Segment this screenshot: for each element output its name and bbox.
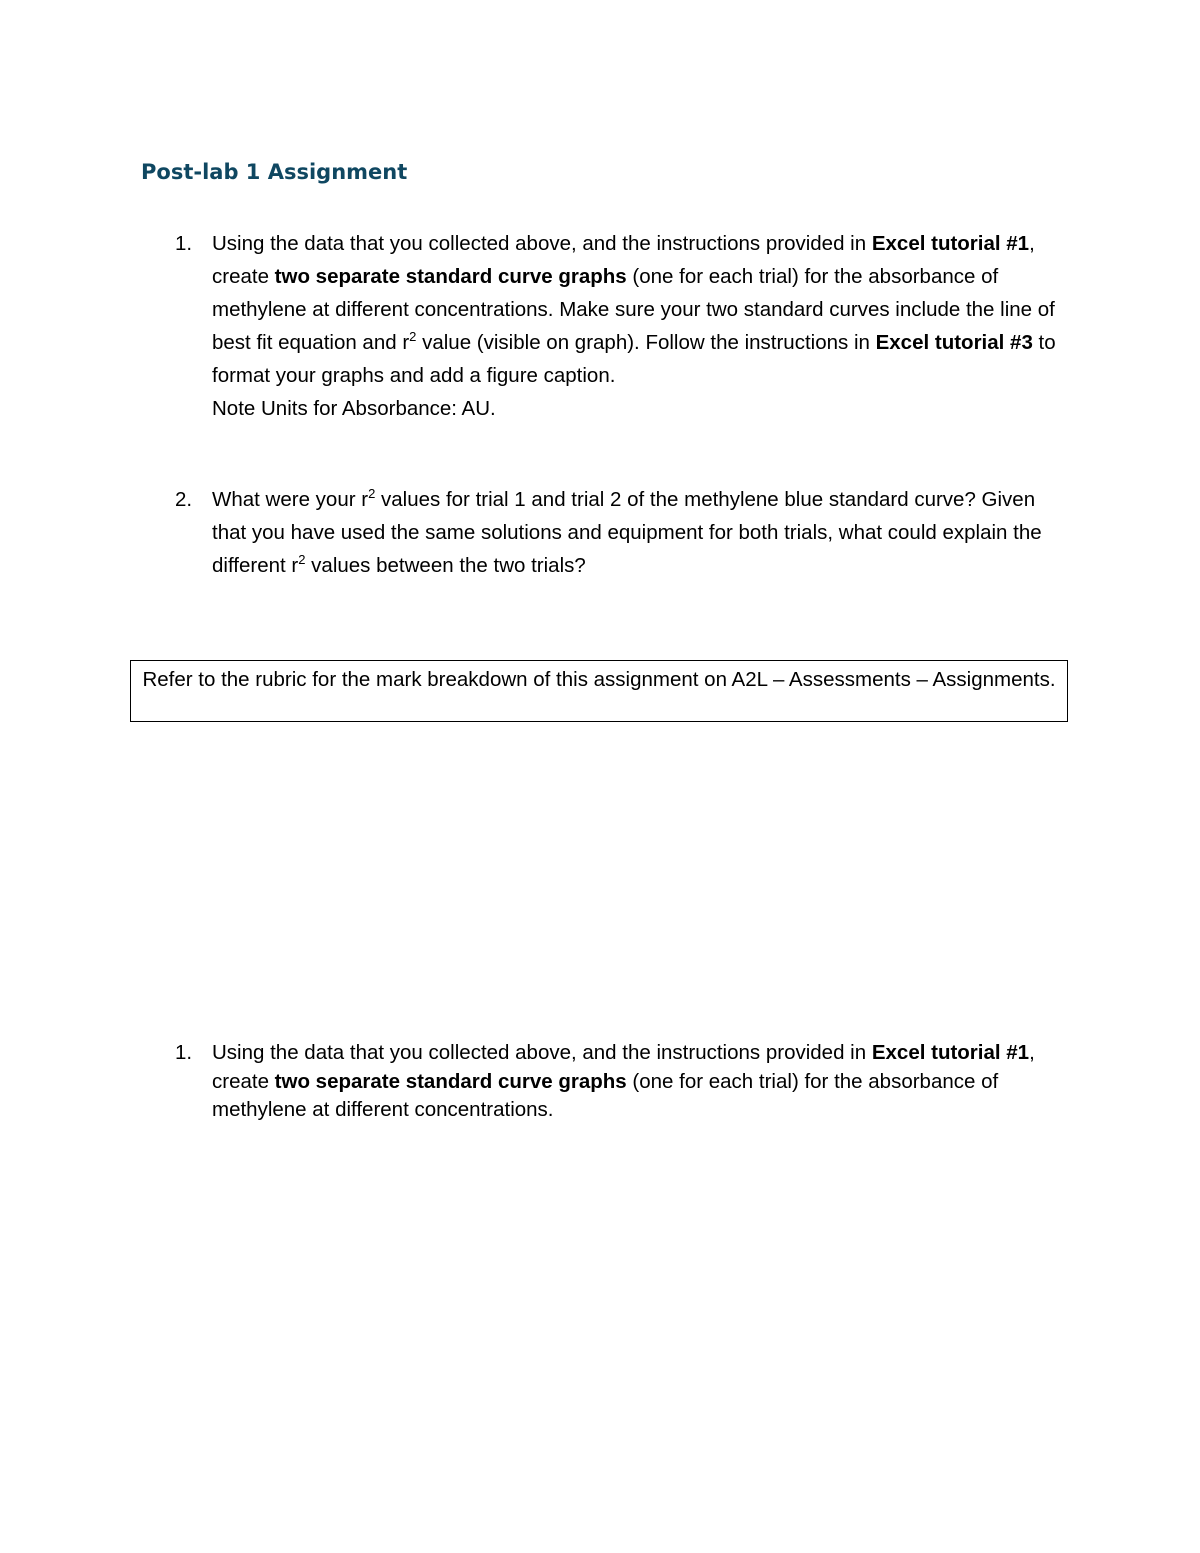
standard-curve-graphs-emphasis: two separate standard curve graphs <box>274 1069 627 1093</box>
absorbance-units-note: Note Units for Absorbance: AU. <box>212 397 496 420</box>
question-1 <box>0 227 1072 425</box>
question-text-part: to format your graphs and add a figure caption. <box>212 331 1056 387</box>
superscript-2: 2 <box>409 329 417 344</box>
excel-tutorial-1-reference: Excel tutorial #1 <box>871 232 1030 255</box>
question-text-part: (one for each trial) for the absorbance of methylene at different concentrations. <box>212 1069 999 1121</box>
question-list-2 <box>0 483 1072 582</box>
question-list-1 <box>0 227 1072 425</box>
question-list-repeat <box>0 1039 1072 1125</box>
question-text <box>212 488 1042 577</box>
question-number: 2. <box>175 488 193 511</box>
excel-tutorial-3-reference: Excel tutorial #3 <box>875 331 1033 354</box>
question-number: 1. <box>175 232 193 255</box>
rubric-note-box: Refer to the rubric for the mark breakdown of this assignment on A2L – Assessments – Assignments. <box>130 660 1068 722</box>
question-1-repeat <box>0 1039 1072 1125</box>
question-text-part: values for trial 1 and trial 2 of the methylene blue standard curve? Given that you have used the same solutions and equipment for both trials, what could explain the different r <box>212 488 1042 577</box>
question-2 <box>0 483 1072 582</box>
standard-curve-graphs-emphasis: two separate standard curve graphs <box>274 265 627 288</box>
question-text-part: , create <box>212 232 1035 288</box>
excel-tutorial-1-reference: Excel tutorial #1 <box>871 1041 1030 1064</box>
question-text-part: Using the data that you collected above, and the instructions provided in <box>212 1041 872 1064</box>
superscript-2: 2 <box>298 552 306 567</box>
question-text <box>212 232 1056 420</box>
question-text-part: value (visible on graph). Follow the instructions in <box>416 331 876 354</box>
question-text-part: Using the data that you collected above, and the instructions provided in <box>212 232 872 255</box>
question-text-part: (one for each trial) for the absorbance of methylene at different concentrations. Make sure your two standard curves include the line of best fit equation and r <box>212 265 1055 354</box>
page-title: Post-lab 1 Assignment <box>141 160 408 184</box>
question-number: 1. <box>175 1041 193 1064</box>
question-text <box>212 1041 1035 1121</box>
question-text-part: What were your r <box>212 488 369 511</box>
superscript-2: 2 <box>368 486 376 501</box>
question-text-part: , create <box>212 1041 1035 1093</box>
question-text-part: values between the two trials? <box>305 554 586 577</box>
